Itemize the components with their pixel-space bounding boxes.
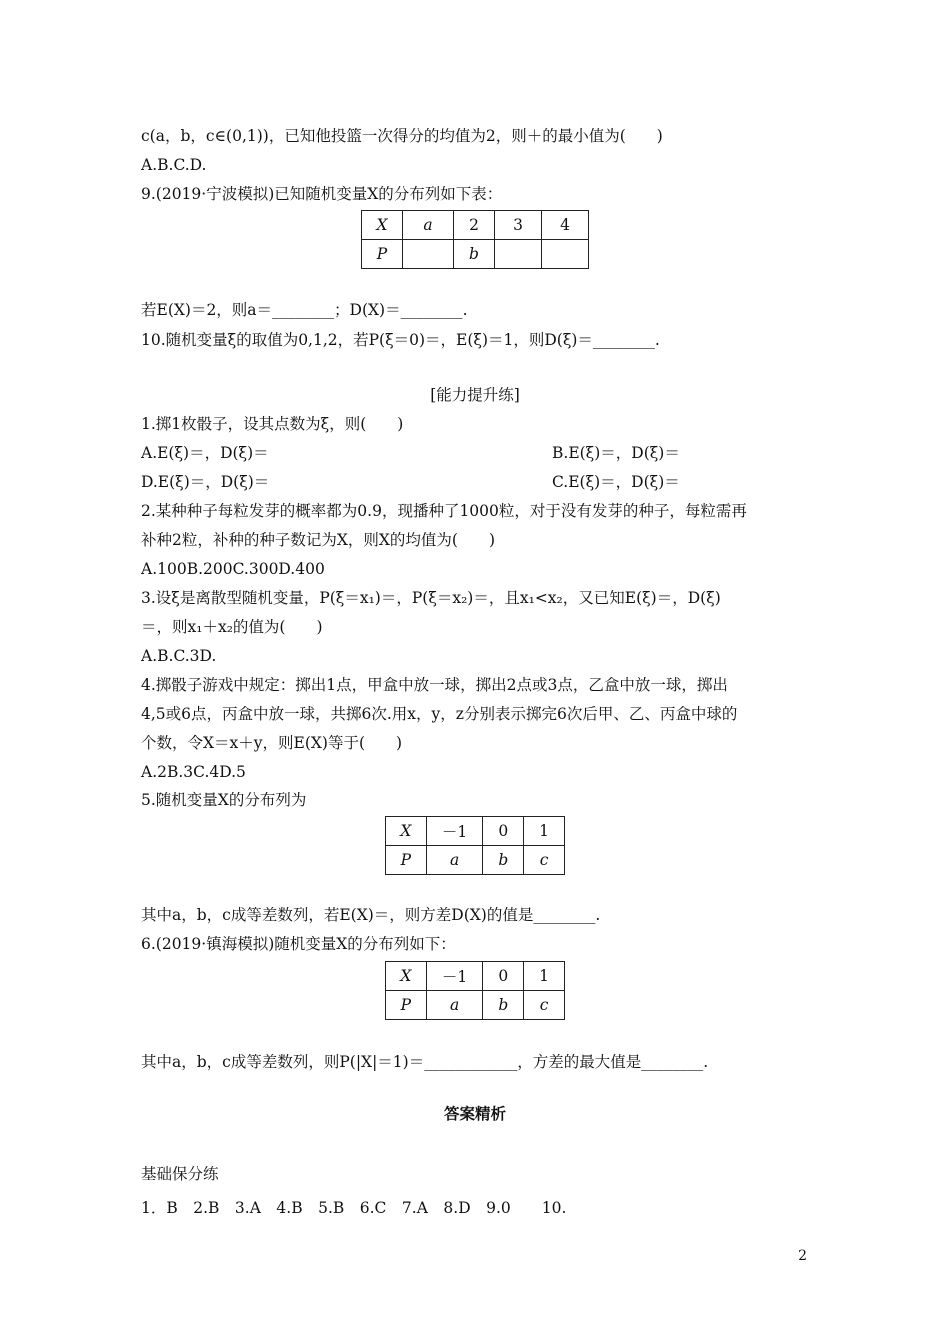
answer-list: 1．B 2.B 3.A 4.B 5.B 6.C 7.A 8.D 9.0 10. (141, 1199, 567, 1217)
table-cell: 1 (524, 962, 565, 991)
p3-options: A.B.C.3D. (141, 647, 217, 665)
table-cell: P (362, 240, 403, 269)
table-cell: P (386, 846, 427, 875)
table-cell (495, 240, 542, 269)
q8-options: A.B.C.D. (141, 156, 207, 174)
p5-distribution-table (385, 816, 565, 875)
p1-option-c: C.E(ξ)＝，D(ξ)＝ (552, 473, 680, 491)
p1-option-d: D.E(ξ)＝，D(ξ)＝ (141, 473, 270, 491)
page-number: 2 (798, 1248, 807, 1264)
p1-stem: 1.掷1枚骰子，设其点数为ξ，则( ) (141, 415, 404, 433)
table-cell: 0 (483, 962, 524, 991)
table-cell: b (483, 846, 524, 875)
table-cell (403, 240, 454, 269)
table-cell: b (454, 240, 495, 269)
p4-options: A.2B.3C.4D.5 (141, 763, 246, 781)
p6-distribution-table (385, 961, 565, 1020)
p1-options-row2 (141, 472, 680, 492)
table-cell: 3 (495, 211, 542, 240)
p1-option-b: B.E(ξ)＝，D(ξ)＝ (552, 444, 680, 462)
table-cell: c (524, 991, 565, 1020)
table-cell (542, 240, 589, 269)
table-cell: －1 (426, 817, 483, 846)
p1-options-row1 (141, 443, 680, 463)
p1-option-a: A.E(ξ)＝，D(ξ)＝ (141, 444, 269, 462)
p6-question: 其中a，b，c成等差数列，则P(|X|＝1)＝____________，方差的最大值是________. (141, 1053, 709, 1071)
q9-distribution-table (361, 210, 589, 269)
q8-continuation: c(a，b，c∈(0,1))，已知他投篮一次得分的均值为2，则＋的最小值为( ) (141, 127, 663, 145)
p5-question: 其中a，b，c成等差数列，若E(X)＝，则方差D(X)的值是________. (141, 906, 601, 924)
table-cell: a (426, 846, 483, 875)
p5-stem: 5.随机变量X的分布列为 (141, 791, 307, 809)
p4-stem-line1: 4.掷骰子游戏中规定：掷出1点，甲盒中放一球，掷出2点或3点，乙盒中放一球，掷出 (141, 676, 728, 694)
table-cell: c (524, 846, 565, 875)
table-cell: b (483, 991, 524, 1020)
section-title-ability: [能力提升练] (430, 386, 520, 404)
table-cell: 0 (483, 817, 524, 846)
q10-stem: 10.随机变量ξ的取值为0,1,2，若P(ξ＝0)＝，E(ξ)＝1，则D(ξ)＝________. (141, 331, 660, 349)
p2-stem-line1: 2.某种种子每粒发芽的概率都为0.9，现播种了1000粒，对于没有发芽的种子，每粒需再 (141, 502, 747, 520)
p3-stem-line1: 3.设ξ是离散型随机变量，P(ξ＝x₁)＝，P(ξ＝x₂)＝，且x₁<x₂，又已知E(ξ)＝，D(ξ) (141, 589, 721, 607)
table-cell: a (403, 211, 454, 240)
table-cell: －1 (426, 962, 483, 991)
p4-stem-line2: 4,5或6点，丙盒中放一球，共掷6次.用x，y，z分别表示掷完6次后甲、乙、丙盒中球的 (141, 705, 738, 723)
table-cell: X (386, 962, 427, 991)
p3-stem-line2: ＝，则x₁＋x₂的值为( ) (141, 618, 323, 636)
q9-stem: 9.(2019·宁波模拟)已知随机变量X的分布列如下表： (141, 185, 503, 203)
answer-section-title: 答案精析 (443, 1105, 506, 1123)
answer-subsection-title: 基础保分练 (141, 1165, 219, 1183)
q9-question: 若E(X)＝2，则a＝________；D(X)＝________. (141, 301, 468, 319)
table-cell: X (386, 817, 427, 846)
table-cell: 2 (454, 211, 495, 240)
p2-options: A.100B.200C.300D.400 (141, 560, 325, 578)
table-cell: P (386, 991, 427, 1020)
table-cell: 1 (524, 817, 565, 846)
table-cell: X (362, 211, 403, 240)
table-cell: 4 (542, 211, 589, 240)
p4-stem-line3: 个数，令X＝x＋y，则E(X)等于( ) (141, 734, 403, 752)
p6-stem: 6.(2019·镇海模拟)随机变量X的分布列如下： (141, 935, 456, 953)
table-cell: a (426, 991, 483, 1020)
p2-stem-line2: 补种2粒，补种的种子数记为X，则X的均值为( ) (141, 531, 496, 549)
